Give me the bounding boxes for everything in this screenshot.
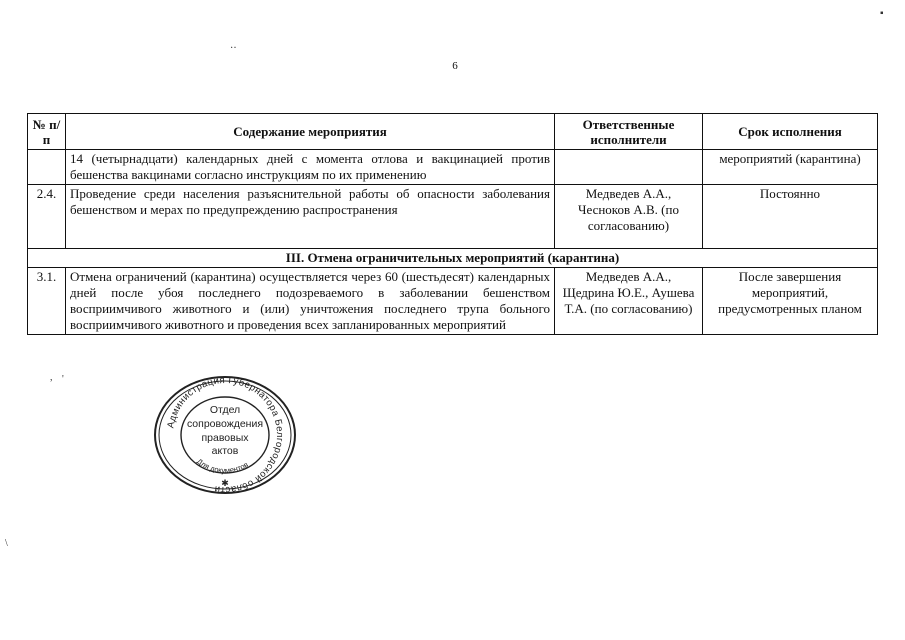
stamp-center-line: правовых: [201, 432, 249, 444]
stamp-center-line: актов: [211, 445, 239, 457]
row-responsible: Медведев А.А., Щедрина Ю.Е., Аушева Т.А. (по согласованию): [555, 268, 703, 335]
row-deadline: Постоянно: [703, 185, 878, 249]
stamp-ring-text: Администрация Губернатора Белгородской области: [165, 374, 286, 496]
section-title-row: [28, 249, 878, 268]
stamp-center-line: сопровождения: [186, 418, 264, 430]
row-content: Отмена ограничений (карантина) осуществляется через 60 (шестьдесят) календарных дней после убоя последнего подозреваемого в заболевании бешенством восприимчивого животного и (или) уничтожения последнего трупа больного восприимчивого животного и проведения всех запланированных мероприятий: [66, 268, 555, 335]
header-deadline: Срок исполнения: [703, 114, 878, 150]
header-num: № п/п: [28, 114, 66, 150]
activities-table: [27, 113, 878, 335]
stamp-star-icon: ✱: [221, 478, 229, 488]
official-stamp: [150, 372, 300, 498]
scan-dot: ▪: [880, 8, 884, 19]
page-number: 6: [452, 60, 458, 72]
scan-dot: ,: [50, 372, 53, 383]
row-content: Проведение среди населения разъяснительной работы об опасности заболевания бешенством и мерах по предупреждению распространения: [66, 185, 555, 249]
scan-dot: ‥: [230, 40, 237, 51]
row-num: [28, 150, 66, 185]
row-num: 3.1.: [28, 268, 66, 335]
row-deadline: мероприятий (карантина): [703, 150, 878, 185]
table-header-row: [28, 114, 878, 150]
table-row: [28, 185, 878, 249]
row-responsible: [555, 150, 703, 185]
stamp-center-line: Отдел: [209, 404, 241, 416]
scan-dot: ': [62, 374, 64, 385]
row-content: 14 (четырнадцати) календарных дней с момента отлова и вакцинацией против бешенства вакцинами согласно инструкциям по их применению: [66, 150, 555, 185]
row-num: 2.4.: [28, 185, 66, 249]
header-responsible: Ответственные исполнители: [555, 114, 703, 150]
section-title: III. Отмена ограничительных мероприятий (карантина): [28, 249, 878, 268]
table-row: [28, 268, 878, 335]
header-content: Содержание мероприятия: [66, 114, 555, 150]
stamp-inner-arc-text: Для документов: [195, 456, 250, 475]
row-responsible: Медведев А.А., Чесноков А.В. (по согласованию): [555, 185, 703, 249]
row-deadline: После завершения мероприятий, предусмотренных планом: [703, 268, 878, 335]
table-row: [28, 150, 878, 185]
scan-dot: \: [5, 538, 8, 549]
